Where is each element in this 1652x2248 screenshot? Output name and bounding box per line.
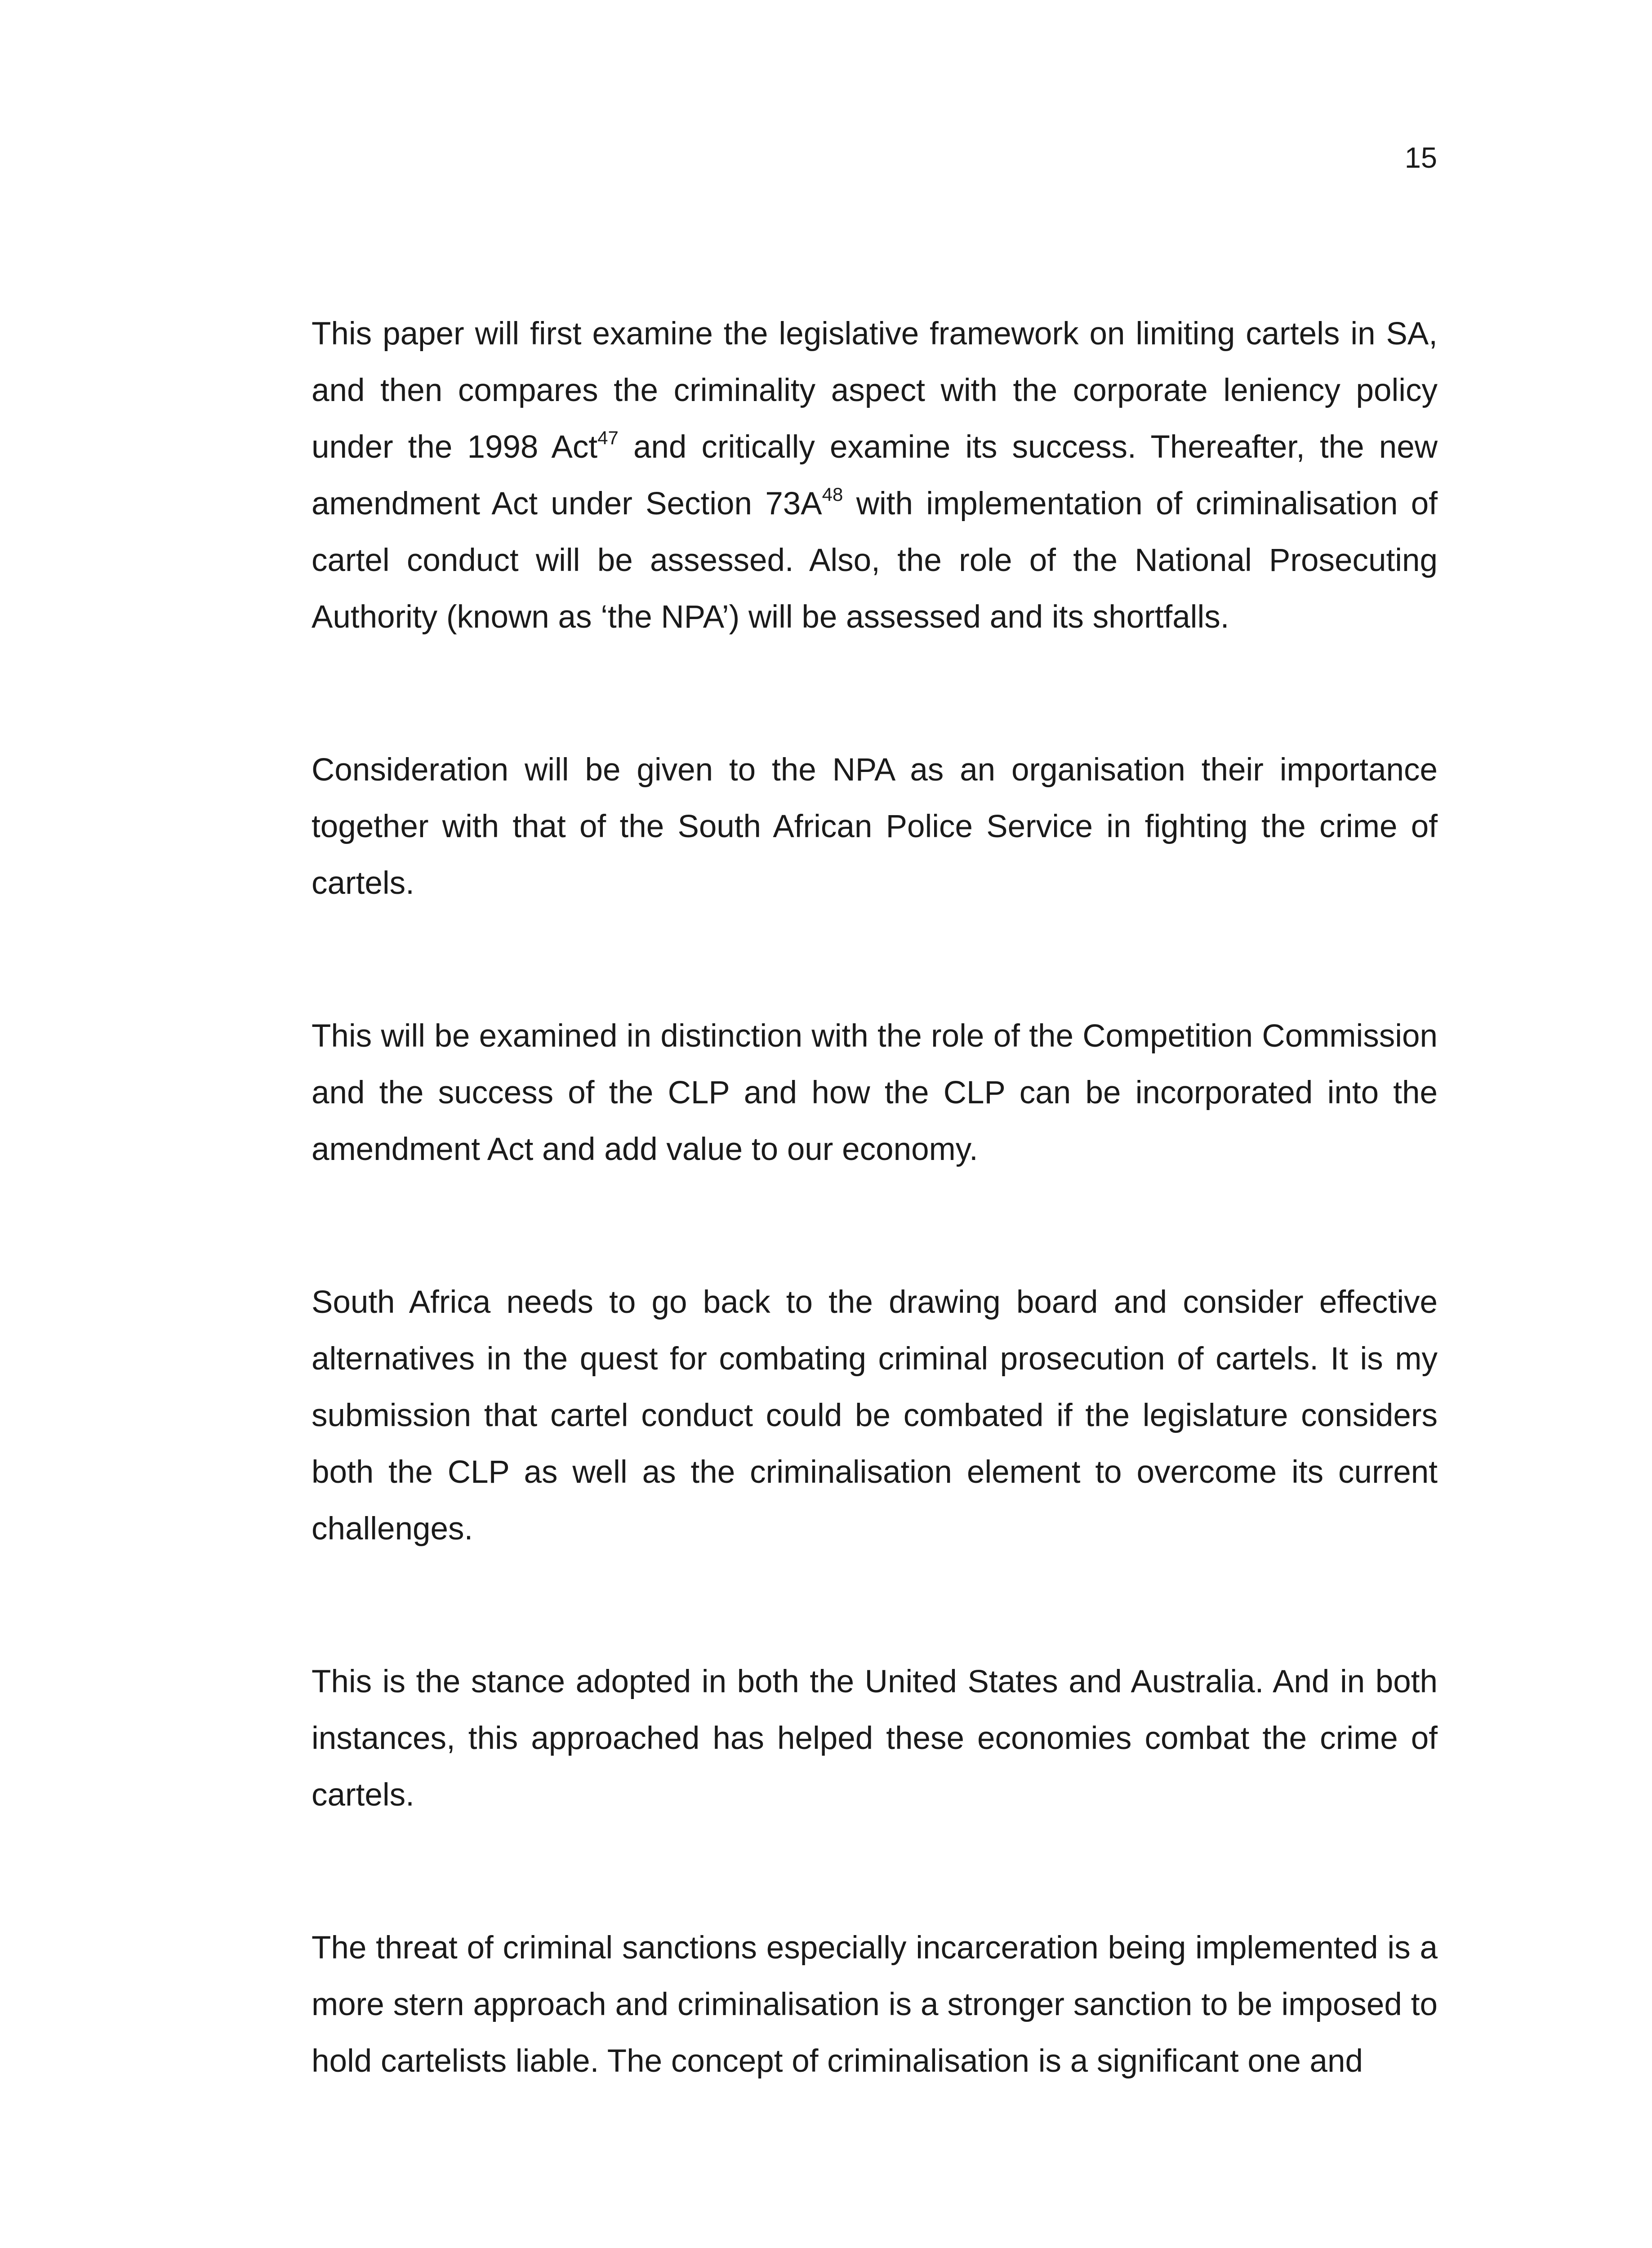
paragraph-1-part-b: and critically examine its success. Thereafter, the new amendment Act under Section 73A [312, 429, 1438, 522]
paragraph-1-part-c: with implementation of criminalisation of cartel conduct will be assessed. Also, the role of the National Prosecuting Authority (known as ‘the NPA’) will be assessed and its shortfalls. [312, 486, 1438, 635]
paragraph-5: This is the stance adopted in both the United States and Australia. And in both instances, this approached has helped these economies combat the crime of cartels. [312, 1664, 1438, 1813]
paragraph-1 [312, 306, 1438, 646]
paragraph-1-part-a: This paper will first examine the legislative framework on limiting cartels in SA, and then compares the criminality aspect with the corporate leniency policy under the 1998 Act [312, 316, 1438, 465]
paragraph-3: This will be examined in distinction with the role of the Competition Commission and the success of the CLP and how the CLP can be incorporated into the amendment Act and add value to our economy. [312, 1018, 1438, 1167]
paragraph-6: The threat of criminal sanctions especially incarceration being implemented is a more stern approach and criminalisation is a stronger sanction to be imposed to hold cartelists liable. The concept of criminalisation is a significant one and [312, 1930, 1438, 2079]
body-text [312, 306, 1438, 2090]
page-number: 15 [1404, 141, 1437, 174]
paragraph-4: South Africa needs to go back to the drawing board and consider effective alternatives in the quest for combating criminal prosecution of cartels. It is my submission that cartel conduct could be combated if the legislature considers both the CLP as well as the criminalisation element to overcome its current challenges. [312, 1285, 1438, 1547]
footnote-ref-48[interactable]: 48 [822, 484, 843, 505]
footnote-ref-47[interactable]: 47 [597, 427, 619, 448]
paragraph-2: Consideration will be given to the NPA as an organisation their importance together with that of the South African Police Service in fighting the crime of cartels. [312, 752, 1438, 901]
